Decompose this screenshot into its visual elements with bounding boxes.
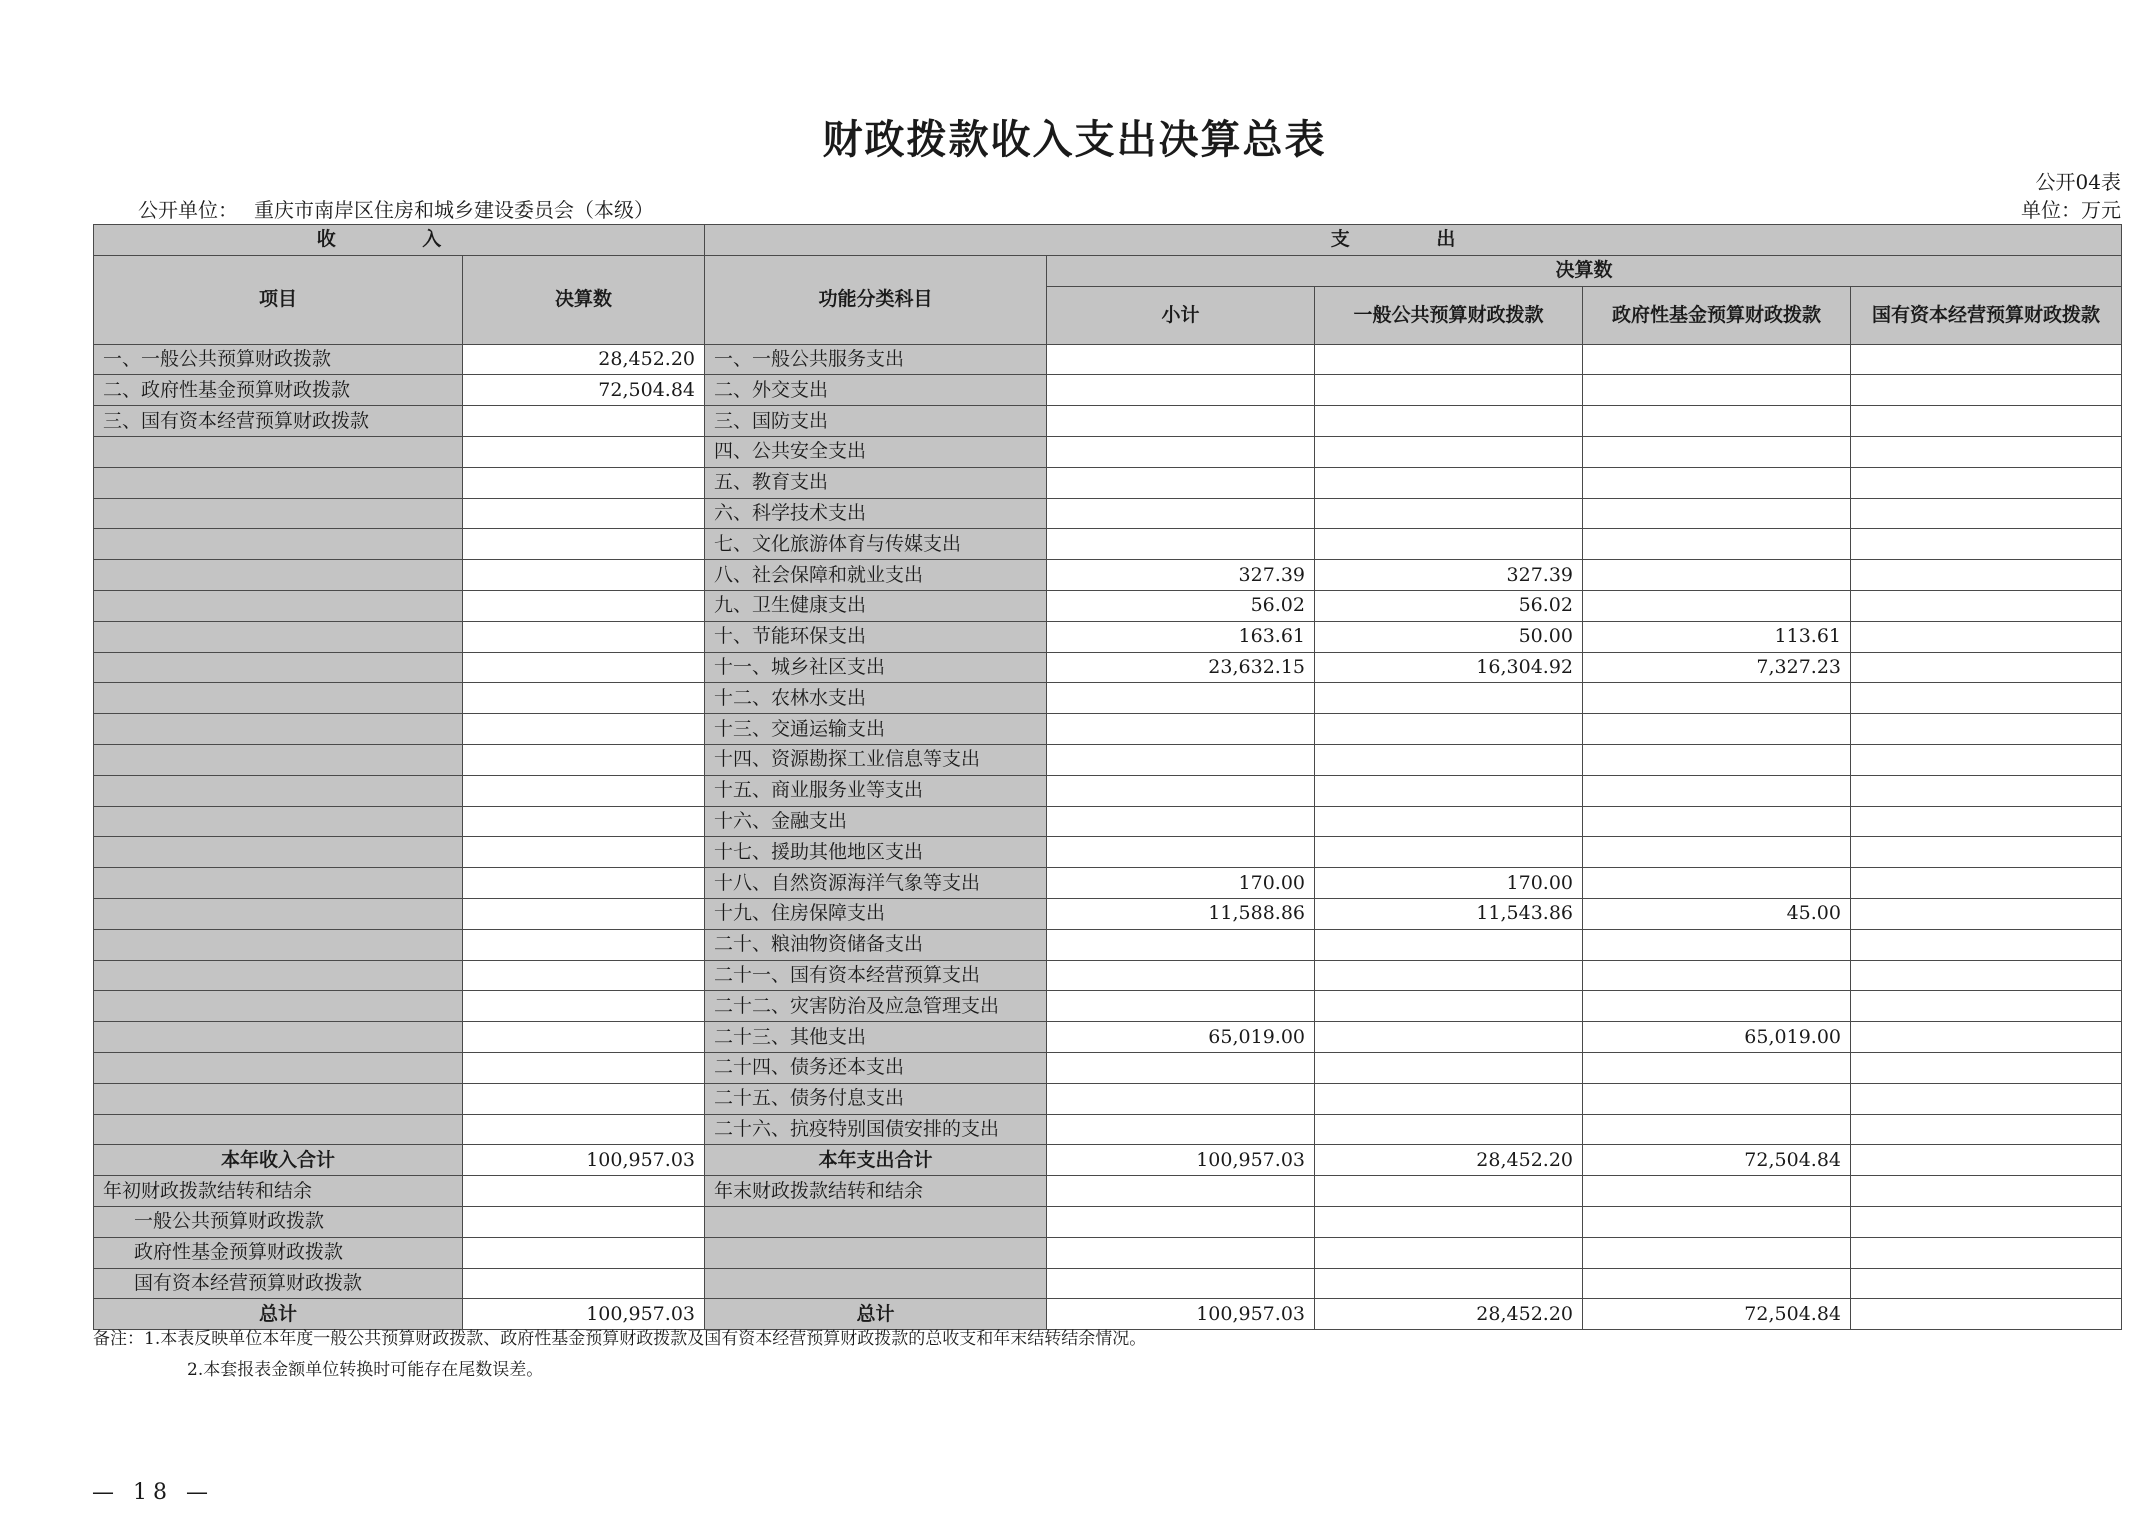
income-amount-cell bbox=[463, 837, 705, 868]
grand-total-subtotal: 100,957.03 bbox=[1047, 1299, 1315, 1330]
income-item-cell bbox=[94, 683, 463, 714]
carryover-soe-cell bbox=[1851, 1237, 2122, 1268]
unit-label: 公开单位： bbox=[138, 198, 238, 222]
soe-cell bbox=[1851, 375, 2122, 406]
general-cell bbox=[1315, 806, 1583, 837]
income-item-cell bbox=[94, 960, 463, 991]
fund-cell bbox=[1583, 837, 1851, 868]
category-cell: 六、科学技术支出 bbox=[705, 498, 1047, 529]
category-cell: 十一、城乡社区支出 bbox=[705, 652, 1047, 683]
table-row bbox=[94, 744, 2122, 775]
table-row bbox=[94, 1083, 2122, 1114]
table-row bbox=[94, 590, 2122, 621]
fund-cell bbox=[1583, 806, 1851, 837]
income-item-cell bbox=[94, 714, 463, 745]
soe-cell bbox=[1851, 1022, 2122, 1053]
fund-cell bbox=[1583, 436, 1851, 467]
table-row bbox=[94, 406, 2122, 437]
subtotal-cell bbox=[1047, 991, 1315, 1022]
category-cell: 二、外交支出 bbox=[705, 375, 1047, 406]
soe-cell bbox=[1851, 406, 2122, 437]
carryover-item-cell: 年初财政拨款结转和结余 bbox=[94, 1176, 463, 1207]
table-row bbox=[94, 344, 2122, 375]
carryover-general-cell bbox=[1315, 1206, 1583, 1237]
subtotal-cell bbox=[1047, 375, 1315, 406]
soe-cell bbox=[1851, 683, 2122, 714]
carryover-category-cell bbox=[705, 1237, 1047, 1268]
table-row bbox=[94, 560, 2122, 591]
general-cell bbox=[1315, 929, 1583, 960]
category-cell: 十五、商业服务业等支出 bbox=[705, 775, 1047, 806]
category-cell: 七、文化旅游体育与传媒支出 bbox=[705, 529, 1047, 560]
income-amount-cell bbox=[463, 1114, 705, 1145]
table-row bbox=[94, 683, 2122, 714]
table-row bbox=[94, 652, 2122, 683]
income-item-cell bbox=[94, 467, 463, 498]
subtotal-cell bbox=[1047, 929, 1315, 960]
note-1: 备注：1.本表反映单位本年度一般公共预算财政拨款、政府性基金预算财政拨款及国有资本经营预算财政拨款的总收支和年末结转结余情况。 bbox=[93, 1329, 1147, 1349]
category-cell: 十七、援助其他地区支出 bbox=[705, 837, 1047, 868]
income-amount-cell bbox=[463, 898, 705, 929]
general-cell bbox=[1315, 714, 1583, 745]
general-cell bbox=[1315, 1022, 1583, 1053]
income-amount-cell bbox=[463, 744, 705, 775]
year-expense-total-label: 本年支出合计 bbox=[705, 1145, 1047, 1176]
grand-expense-total-label: 总计 bbox=[705, 1299, 1047, 1330]
table-row bbox=[94, 1114, 2122, 1145]
income-item-cell bbox=[94, 775, 463, 806]
page-number: — 18 — bbox=[92, 1480, 214, 1505]
general-budget-header: 一般公共预算财政拨款 bbox=[1315, 286, 1583, 344]
table-row bbox=[94, 837, 2122, 868]
soe-cell bbox=[1851, 590, 2122, 621]
carryover-fund-cell bbox=[1583, 1237, 1851, 1268]
grand-income-total-label: 总计 bbox=[94, 1299, 463, 1330]
income-amount-cell bbox=[463, 436, 705, 467]
category-cell: 二十二、灾害防治及应急管理支出 bbox=[705, 991, 1047, 1022]
general-cell bbox=[1315, 991, 1583, 1022]
income-item-cell bbox=[94, 621, 463, 652]
soe-budget-header: 国有资本经营预算财政拨款 bbox=[1851, 286, 2122, 344]
income-item-cell: 一、一般公共预算财政拨款 bbox=[94, 344, 463, 375]
carryover-general-cell bbox=[1315, 1176, 1583, 1207]
carryover-row bbox=[94, 1268, 2122, 1299]
soe-cell bbox=[1851, 929, 2122, 960]
subtotal-cell bbox=[1047, 406, 1315, 437]
year-income-total-amount: 100,957.03 bbox=[463, 1145, 705, 1176]
income-amount-cell bbox=[463, 652, 705, 683]
category-cell: 十六、金融支出 bbox=[705, 806, 1047, 837]
general-cell bbox=[1315, 344, 1583, 375]
fund-cell bbox=[1583, 590, 1851, 621]
soe-cell bbox=[1851, 529, 2122, 560]
grand-total-general: 28,452.20 bbox=[1315, 1299, 1583, 1330]
table-row bbox=[94, 1022, 2122, 1053]
header-row-2 bbox=[94, 255, 2122, 286]
income-amount-cell bbox=[463, 560, 705, 591]
general-cell bbox=[1315, 436, 1583, 467]
income-item-cell bbox=[94, 837, 463, 868]
carryover-amount-cell bbox=[463, 1176, 705, 1207]
table-row bbox=[94, 498, 2122, 529]
fund-cell bbox=[1583, 467, 1851, 498]
income-amount-cell bbox=[463, 1083, 705, 1114]
income-amount-cell bbox=[463, 960, 705, 991]
page-title: 财政拨款收入支出决算总表 bbox=[822, 116, 1327, 163]
income-amount-cell bbox=[463, 406, 705, 437]
carryover-row bbox=[94, 1176, 2122, 1207]
income-item-cell: 三、国有资本经营预算财政拨款 bbox=[94, 406, 463, 437]
soe-cell bbox=[1851, 868, 2122, 899]
carryover-soe-cell bbox=[1851, 1268, 2122, 1299]
subtotal-header: 小计 bbox=[1047, 286, 1315, 344]
income-item-cell bbox=[94, 529, 463, 560]
carryover-item-cell: 政府性基金预算财政拨款 bbox=[94, 1237, 463, 1268]
soe-cell bbox=[1851, 991, 2122, 1022]
income-amount-cell bbox=[463, 529, 705, 560]
carryover-subtotal-cell bbox=[1047, 1176, 1315, 1207]
income-amount-cell bbox=[463, 590, 705, 621]
general-cell bbox=[1315, 467, 1583, 498]
subtotal-cell bbox=[1047, 1114, 1315, 1145]
carryover-subtotal-cell bbox=[1047, 1206, 1315, 1237]
income-item-cell bbox=[94, 806, 463, 837]
fund-cell bbox=[1583, 529, 1851, 560]
income-item-cell bbox=[94, 929, 463, 960]
carryover-amount-cell bbox=[463, 1268, 705, 1299]
carryover-row bbox=[94, 1237, 2122, 1268]
carryover-general-cell bbox=[1315, 1268, 1583, 1299]
fund-cell bbox=[1583, 1083, 1851, 1114]
income-amount-cell: 28,452.20 bbox=[463, 344, 705, 375]
soe-cell bbox=[1851, 898, 2122, 929]
income-item-cell bbox=[94, 498, 463, 529]
soe-cell bbox=[1851, 344, 2122, 375]
table-row bbox=[94, 991, 2122, 1022]
carryover-subtotal-cell bbox=[1047, 1237, 1315, 1268]
subtotal-cell: 65,019.00 bbox=[1047, 1022, 1315, 1053]
income-item-cell bbox=[94, 652, 463, 683]
subtotal-cell bbox=[1047, 1052, 1315, 1083]
form-number: 公开04表 bbox=[2035, 170, 2121, 194]
category-cell: 十、节能环保支出 bbox=[705, 621, 1047, 652]
soe-cell bbox=[1851, 744, 2122, 775]
subtotal-cell bbox=[1047, 436, 1315, 467]
carryover-amount-cell bbox=[463, 1206, 705, 1237]
soe-cell bbox=[1851, 1052, 2122, 1083]
subtotal-cell bbox=[1047, 837, 1315, 868]
fund-cell bbox=[1583, 498, 1851, 529]
subtotal-cell: 23,632.15 bbox=[1047, 652, 1315, 683]
category-cell: 四、公共安全支出 bbox=[705, 436, 1047, 467]
category-cell: 十三、交通运输支出 bbox=[705, 714, 1047, 745]
fund-cell bbox=[1583, 683, 1851, 714]
table-row bbox=[94, 775, 2122, 806]
fund-cell bbox=[1583, 375, 1851, 406]
income-amount-cell bbox=[463, 991, 705, 1022]
reporting-unit bbox=[138, 194, 654, 223]
general-cell bbox=[1315, 1114, 1583, 1145]
fund-cell bbox=[1583, 344, 1851, 375]
category-cell: 十九、住房保障支出 bbox=[705, 898, 1047, 929]
carryover-fund-cell bbox=[1583, 1176, 1851, 1207]
fund-cell bbox=[1583, 744, 1851, 775]
year-total-general: 28,452.20 bbox=[1315, 1145, 1583, 1176]
general-cell bbox=[1315, 498, 1583, 529]
final-amount-group-header: 决算数 bbox=[1047, 255, 2122, 286]
general-cell bbox=[1315, 529, 1583, 560]
fund-cell bbox=[1583, 775, 1851, 806]
carryover-fund-cell bbox=[1583, 1206, 1851, 1237]
fund-cell bbox=[1583, 868, 1851, 899]
fund-cell bbox=[1583, 1052, 1851, 1083]
category-cell: 五、教育支出 bbox=[705, 467, 1047, 498]
income-amount-cell bbox=[463, 775, 705, 806]
income-amount-cell bbox=[463, 498, 705, 529]
income-item-cell: 二、政府性基金预算财政拨款 bbox=[94, 375, 463, 406]
year-total-row bbox=[94, 1145, 2122, 1176]
category-cell: 十二、农林水支出 bbox=[705, 683, 1047, 714]
table-row bbox=[94, 868, 2122, 899]
subtotal-cell bbox=[1047, 744, 1315, 775]
income-item-cell bbox=[94, 436, 463, 467]
fund-cell: 45.00 bbox=[1583, 898, 1851, 929]
carryover-soe-cell bbox=[1851, 1176, 2122, 1207]
subtotal-cell bbox=[1047, 1083, 1315, 1114]
soe-cell bbox=[1851, 467, 2122, 498]
year-total-soe bbox=[1851, 1145, 2122, 1176]
fund-cell bbox=[1583, 714, 1851, 745]
note-2: 2.本套报表金额单位转换时可能存在尾数误差。 bbox=[187, 1360, 544, 1380]
category-cell: 一、一般公共服务支出 bbox=[705, 344, 1047, 375]
income-item-cell bbox=[94, 744, 463, 775]
general-cell bbox=[1315, 1083, 1583, 1114]
table-row bbox=[94, 1052, 2122, 1083]
table-row bbox=[94, 375, 2122, 406]
table-row bbox=[94, 806, 2122, 837]
subtotal-cell: 11,588.86 bbox=[1047, 898, 1315, 929]
soe-cell bbox=[1851, 621, 2122, 652]
category-cell: 二十、粮油物资储备支出 bbox=[705, 929, 1047, 960]
carryover-subtotal-cell bbox=[1047, 1268, 1315, 1299]
fund-cell bbox=[1583, 929, 1851, 960]
income-amount-cell bbox=[463, 621, 705, 652]
final-amount-header: 决算数 bbox=[463, 255, 705, 344]
subtotal-cell: 327.39 bbox=[1047, 560, 1315, 591]
subtotal-cell bbox=[1047, 498, 1315, 529]
category-cell: 九、卫生健康支出 bbox=[705, 590, 1047, 621]
income-item-cell bbox=[94, 868, 463, 899]
general-cell bbox=[1315, 1052, 1583, 1083]
income-item-cell bbox=[94, 560, 463, 591]
fund-budget-header: 政府性基金预算财政拨款 bbox=[1583, 286, 1851, 344]
carryover-amount-cell bbox=[463, 1237, 705, 1268]
income-item-cell bbox=[94, 1052, 463, 1083]
general-cell bbox=[1315, 744, 1583, 775]
general-cell: 16,304.92 bbox=[1315, 652, 1583, 683]
subtotal-cell bbox=[1047, 344, 1315, 375]
grand-total-soe bbox=[1851, 1299, 2122, 1330]
report-table bbox=[93, 224, 2122, 1330]
table-row bbox=[94, 621, 2122, 652]
category-header: 功能分类科目 bbox=[705, 255, 1047, 344]
soe-cell bbox=[1851, 436, 2122, 467]
fund-cell: 7,327.23 bbox=[1583, 652, 1851, 683]
category-cell: 二十五、债务付息支出 bbox=[705, 1083, 1047, 1114]
income-amount-cell bbox=[463, 868, 705, 899]
income-amount-cell bbox=[463, 683, 705, 714]
general-cell bbox=[1315, 406, 1583, 437]
income-amount-cell bbox=[463, 929, 705, 960]
table-row bbox=[94, 714, 2122, 745]
item-header: 项目 bbox=[94, 255, 463, 344]
carryover-category-cell bbox=[705, 1268, 1047, 1299]
table-row bbox=[94, 436, 2122, 467]
income-item-cell bbox=[94, 991, 463, 1022]
category-cell: 二十四、债务还本支出 bbox=[705, 1052, 1047, 1083]
category-cell: 十八、自然资源海洋气象等支出 bbox=[705, 868, 1047, 899]
soe-cell bbox=[1851, 1114, 2122, 1145]
subtotal-cell bbox=[1047, 960, 1315, 991]
unit-line bbox=[138, 194, 2121, 223]
grand-total-fund: 72,504.84 bbox=[1583, 1299, 1851, 1330]
expense-header: 支 出 bbox=[705, 225, 2122, 256]
subtotal-cell bbox=[1047, 775, 1315, 806]
general-cell bbox=[1315, 775, 1583, 806]
subtotal-cell bbox=[1047, 714, 1315, 745]
fund-cell bbox=[1583, 991, 1851, 1022]
general-cell: 56.02 bbox=[1315, 590, 1583, 621]
fund-cell bbox=[1583, 560, 1851, 591]
income-header: 收 入 bbox=[94, 225, 705, 256]
fund-cell: 65,019.00 bbox=[1583, 1022, 1851, 1053]
currency-unit: 单位：万元 bbox=[2021, 198, 2121, 222]
general-cell: 170.00 bbox=[1315, 868, 1583, 899]
table-row bbox=[94, 529, 2122, 560]
subtotal-cell: 56.02 bbox=[1047, 590, 1315, 621]
general-cell: 50.00 bbox=[1315, 621, 1583, 652]
unit-name: 重庆市南岸区住房和城乡建设委员会（本级） bbox=[254, 198, 654, 222]
table-row bbox=[94, 467, 2122, 498]
income-amount-cell: 72,504.84 bbox=[463, 375, 705, 406]
carryover-soe-cell bbox=[1851, 1206, 2122, 1237]
soe-cell bbox=[1851, 806, 2122, 837]
carryover-row bbox=[94, 1206, 2122, 1237]
subtotal-cell bbox=[1047, 683, 1315, 714]
soe-cell bbox=[1851, 837, 2122, 868]
income-amount-cell bbox=[463, 1052, 705, 1083]
soe-cell bbox=[1851, 652, 2122, 683]
category-cell: 八、社会保障和就业支出 bbox=[705, 560, 1047, 591]
carryover-fund-cell bbox=[1583, 1268, 1851, 1299]
fund-cell bbox=[1583, 406, 1851, 437]
soe-cell bbox=[1851, 498, 2122, 529]
general-cell: 11,543.86 bbox=[1315, 898, 1583, 929]
soe-cell bbox=[1851, 1083, 2122, 1114]
general-cell bbox=[1315, 683, 1583, 714]
category-cell: 二十六、抗疫特别国债安排的支出 bbox=[705, 1114, 1047, 1145]
fund-cell bbox=[1583, 1114, 1851, 1145]
income-amount-cell bbox=[463, 714, 705, 745]
soe-cell bbox=[1851, 714, 2122, 745]
income-item-cell bbox=[94, 1083, 463, 1114]
table-row bbox=[94, 929, 2122, 960]
income-amount-cell bbox=[463, 1022, 705, 1053]
category-cell: 十四、资源勘探工业信息等支出 bbox=[705, 744, 1047, 775]
soe-cell bbox=[1851, 960, 2122, 991]
category-cell: 二十三、其他支出 bbox=[705, 1022, 1047, 1053]
general-cell bbox=[1315, 837, 1583, 868]
table-row bbox=[94, 898, 2122, 929]
carryover-category-cell: 年末财政拨款结转和结余 bbox=[705, 1176, 1047, 1207]
income-item-cell bbox=[94, 898, 463, 929]
year-total-subtotal: 100,957.03 bbox=[1047, 1145, 1315, 1176]
carryover-item-cell: 一般公共预算财政拨款 bbox=[94, 1206, 463, 1237]
year-income-total-label: 本年收入合计 bbox=[94, 1145, 463, 1176]
general-cell: 327.39 bbox=[1315, 560, 1583, 591]
header-row-1 bbox=[94, 225, 2122, 256]
table-row bbox=[94, 960, 2122, 991]
income-item-cell bbox=[94, 1022, 463, 1053]
carryover-general-cell bbox=[1315, 1237, 1583, 1268]
year-total-fund: 72,504.84 bbox=[1583, 1145, 1851, 1176]
income-item-cell bbox=[94, 1114, 463, 1145]
notes bbox=[93, 1324, 1146, 1386]
income-amount-cell bbox=[463, 467, 705, 498]
income-item-cell bbox=[94, 590, 463, 621]
subtotal-cell bbox=[1047, 529, 1315, 560]
category-cell: 二十一、国有资本经营预算支出 bbox=[705, 960, 1047, 991]
carryover-item-cell: 国有资本经营预算财政拨款 bbox=[94, 1268, 463, 1299]
fund-cell bbox=[1583, 960, 1851, 991]
subtotal-cell bbox=[1047, 467, 1315, 498]
category-cell: 三、国防支出 bbox=[705, 406, 1047, 437]
carryover-category-cell bbox=[705, 1206, 1047, 1237]
soe-cell bbox=[1851, 560, 2122, 591]
soe-cell bbox=[1851, 775, 2122, 806]
grand-income-total-amount: 100,957.03 bbox=[463, 1299, 705, 1330]
subtotal-cell: 170.00 bbox=[1047, 868, 1315, 899]
general-cell bbox=[1315, 375, 1583, 406]
subtotal-cell bbox=[1047, 806, 1315, 837]
general-cell bbox=[1315, 960, 1583, 991]
income-amount-cell bbox=[463, 806, 705, 837]
fund-cell: 113.61 bbox=[1583, 621, 1851, 652]
subtotal-cell: 163.61 bbox=[1047, 621, 1315, 652]
